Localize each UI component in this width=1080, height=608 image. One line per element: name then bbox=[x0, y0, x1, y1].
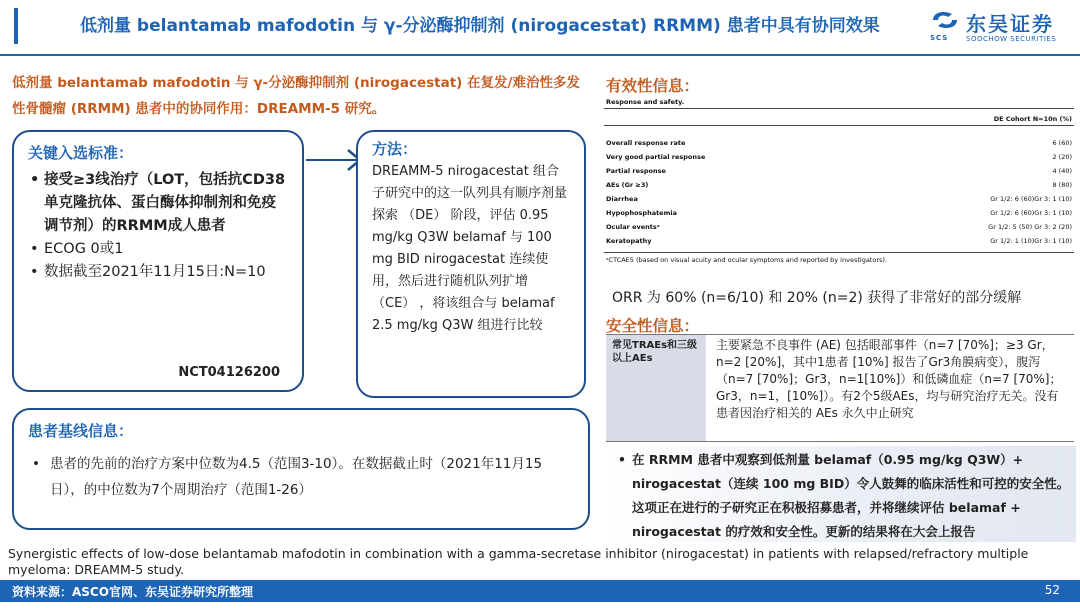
table-row bbox=[604, 150, 1074, 164]
safety-text: 主要紧急不良事件 (AE) 包括眼部事件（n=7 [70%]；≥3 Gr，n=2 [20%]，其中1患者 [10%] 报告了Gr3角膜病变），腹泻（n=7 [70%]；Gr3，n=1[10%]）和低磷血症（n=7 [70%]；Gr3，n=1，[10%]）。有2个5级AEs，均与研究治疗无关。没有患者因治疗相关的 AEs 永久中止研究 bbox=[716, 338, 1062, 420]
soochow-logo-icon bbox=[930, 8, 960, 32]
efficacy-title: 有效性信息： bbox=[606, 77, 700, 95]
row-value: 2 (20) bbox=[1052, 153, 1072, 161]
safety-label: 常见TRAEs和三级以上AEs bbox=[606, 335, 706, 441]
criteria-list bbox=[28, 169, 288, 284]
orr-summary: ORR 为 60% (n=6/10) 和 20% (n=2) 获得了非常好的部分缓解 bbox=[612, 290, 1022, 306]
list-item: • ECOG 0或1 bbox=[28, 238, 288, 261]
page-footer bbox=[0, 580, 1080, 602]
row-value: Gr 1/2: 6 (60)Gr 3: 1 (10) bbox=[990, 209, 1072, 217]
baseline-list bbox=[28, 451, 574, 503]
row-label: Diarrhea bbox=[606, 195, 638, 203]
row-value: Gr 1/2: 1 (10)Gr 3: 1 (10) bbox=[990, 237, 1072, 245]
row-value: Gr 1/2: 5 (50) Gr 3: 2 (20) bbox=[988, 223, 1072, 231]
method-title: 方法： bbox=[372, 140, 418, 158]
row-label: Overall response rate bbox=[606, 139, 686, 147]
conclusion-text: • 在 RRMM 患者中观察到低剂量 belamaf（0.95 mg/kg Q3W）+ nirogacestat（连续 100 mg BID）令人鼓舞的临床活性和可控的安全性。这项正在进行的子研究正在积极招募患者，并将继续评估 belamaf + nirogacestat 的疗效和安全性。更新的结果将在大会上报告 bbox=[618, 448, 1070, 544]
page-number: 52 bbox=[1044, 583, 1060, 597]
baseline-title: 患者基线信息： bbox=[28, 422, 134, 440]
row-label: Very good partial response bbox=[606, 153, 706, 161]
cohort-header: DE Cohort N=10n (%) bbox=[604, 109, 1074, 126]
conclusion-box bbox=[606, 446, 1076, 542]
list-item: • 数据截至2021年11月15日:N=10 bbox=[28, 261, 288, 284]
row-label: AEs (Gr ≥3) bbox=[606, 181, 649, 189]
logo-english-name: SOOCHOW SECURITIES bbox=[966, 35, 1057, 43]
list-item: • 患者的先前的治疗方案中位数为4.5（范围3-10）。在数据截止时（2021年11月15日），的中位数为7个周期治疗（范围1-26） bbox=[28, 451, 574, 503]
inclusion-criteria-box bbox=[12, 130, 304, 392]
logo-name: 东吴证券 bbox=[966, 12, 1054, 36]
list-item: • 接受≥3线治疗（LOT，包括抗CD38单克隆抗体、蛋白酶体抑制剂和免疫调节剂）的RRMM成人患者 bbox=[28, 169, 288, 238]
table-row bbox=[604, 164, 1074, 178]
header-divider bbox=[0, 54, 1080, 56]
table-row bbox=[604, 206, 1074, 220]
logo-short-text: SCS bbox=[930, 34, 949, 42]
company-logo bbox=[930, 6, 1070, 46]
study-intro: 低剂量 belantamab mafodotin 与 γ-分泌酶抑制剂 (nirogacestat) 在复发/难治性多发性骨髓瘤 (RRMM) 患者中的协同作用：DREAMM-5 研究。 bbox=[12, 75, 580, 117]
row-label: Hypophosphatemia bbox=[606, 209, 677, 217]
table-row bbox=[604, 178, 1074, 192]
method-box bbox=[356, 130, 586, 398]
row-value: 8 (80) bbox=[1052, 181, 1072, 189]
safety-table bbox=[606, 334, 1074, 442]
source-note: 资料来源：ASCO官网、东吴证券研究所整理 bbox=[12, 585, 253, 599]
english-caption: Synergistic effects of low-dose belantamab mafodotin in combination with a gamma-secretase inhibitor (nirogacestat) in patients with relapsed/refractory multiple myeloma: DREAMM-5 study. bbox=[8, 546, 1029, 577]
header-accent-bar bbox=[14, 8, 18, 44]
row-label: Keratopathy bbox=[606, 237, 652, 245]
row-value: 6 (60) bbox=[1052, 139, 1072, 147]
table-row bbox=[604, 192, 1074, 206]
row-value: Gr 1/2: 6 (60)Gr 3: 1 (10) bbox=[990, 195, 1072, 203]
table-row bbox=[604, 136, 1074, 150]
baseline-box bbox=[12, 408, 590, 530]
method-text: DREAMM-5 nirogacestat 组合子研究中的这一队列具有顺序剂量探索 （DE） 阶段，评估 0.95 mg/kg Q3W belamaf 与 100 mg BID nirogacestat 连续使用，然后进行随机队列扩增 （CE） ，将该组合与 belamaf 2.5 mg/kg Q3W 组进行比较 bbox=[372, 164, 568, 333]
safety-title: 安全性信息： bbox=[606, 317, 700, 335]
row-label: Partial response bbox=[606, 167, 666, 175]
response-table-title: Response and safety. bbox=[604, 98, 1074, 109]
row-label: Ocular eventsᵃ bbox=[606, 223, 660, 231]
row-value: 4 (40) bbox=[1052, 167, 1072, 175]
table-footnote: ᵃCTCAE5 (based on visual acuity and ocular symptoms and reported by investigators). bbox=[604, 252, 1074, 267]
table-row bbox=[604, 234, 1074, 248]
page-title: 低剂量 belantamab mafodotin 与 γ-分泌酶抑制剂 (nirogacestat) RRMM) 患者中具有协同效果 bbox=[80, 16, 880, 36]
page-header bbox=[0, 0, 1080, 52]
response-table bbox=[604, 98, 1074, 267]
trial-id: NCT04126200 bbox=[178, 365, 280, 380]
table-row bbox=[604, 220, 1074, 234]
criteria-title: 关键入选标准： bbox=[28, 144, 134, 162]
